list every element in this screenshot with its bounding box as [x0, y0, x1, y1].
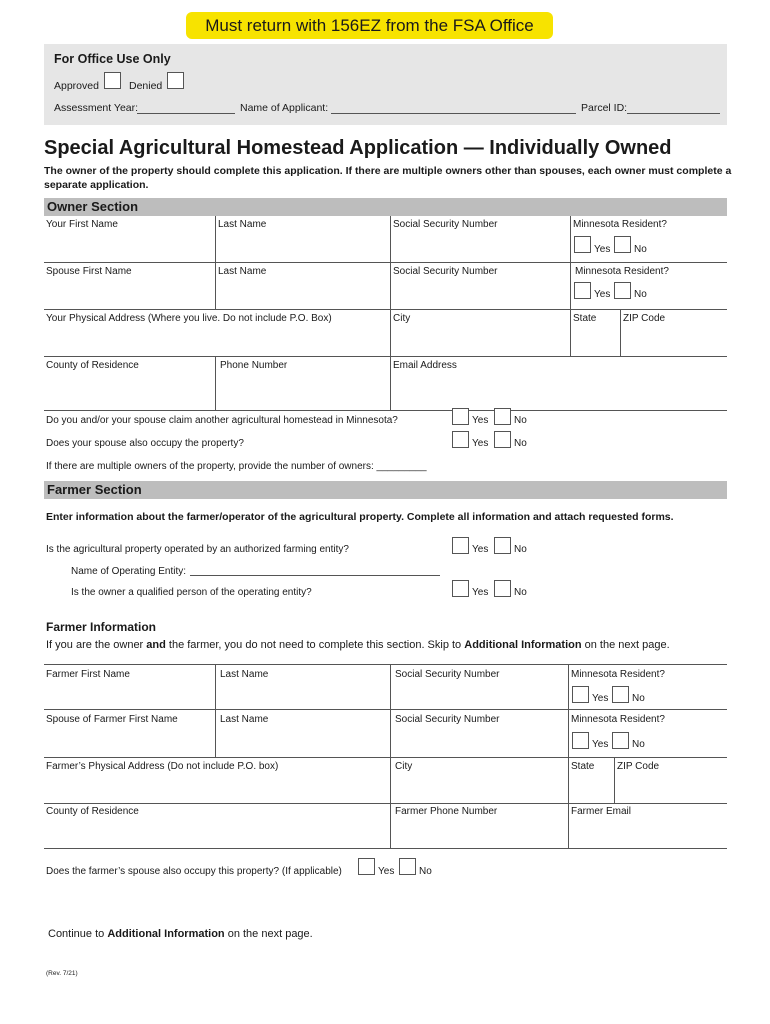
farmer-grid — [44, 664, 727, 849]
owner-address-field[interactable]: Your Physical Address (Where you live. Do not include P.O. Box) — [46, 313, 332, 324]
q-spouse-occupy-yes-checkbox[interactable] — [452, 431, 469, 448]
q-spouse-occupy: Does your spouse also occupy the property? — [46, 438, 244, 449]
office-use-title: For Office Use Only — [54, 52, 171, 66]
q-entity: Is the agricultural property operated by an authorized farming entity? — [46, 544, 349, 555]
farmer-city-field[interactable]: City — [395, 761, 413, 772]
owner-first-name-field[interactable]: Your First Name — [46, 219, 118, 230]
farmer-ssn-field[interactable]: Social Security Number — [395, 669, 500, 680]
q-other-homestead-yes-label: Yes — [472, 415, 489, 426]
owner-grid — [44, 216, 727, 411]
farmer-resident-no-label: No — [632, 693, 645, 704]
q-farmer-spouse-no-label: No — [419, 866, 432, 877]
q-qualified-yes-checkbox[interactable] — [452, 580, 469, 597]
q-farmer-spouse-no-checkbox[interactable] — [399, 858, 416, 875]
farmer-address-field[interactable]: Farmer’s Physical Address (Do not include P.O. box) — [46, 761, 279, 772]
farmer-last-name-field[interactable]: Last Name — [220, 669, 269, 680]
parcel-id-field[interactable] — [627, 113, 720, 114]
q-entity-yes-checkbox[interactable] — [452, 537, 469, 554]
owner-email-field[interactable]: Email Address — [393, 360, 457, 371]
farmer-spouse-resident-no-label: No — [632, 739, 645, 750]
spouse-last-name-field[interactable]: Last Name — [218, 266, 267, 277]
office-use-box — [44, 44, 727, 125]
assessment-year-field[interactable] — [137, 113, 235, 114]
intro-text: The owner of the property should complete this application. If there are multiple owners other than spouses, each owner must complete a separate application. — [44, 165, 732, 191]
name-applicant-label: Name of Applicant: — [240, 102, 329, 114]
q-spouse-occupy-yes-label: Yes — [472, 438, 489, 449]
q-farmer-spouse-yes-checkbox[interactable] — [358, 858, 375, 875]
farmer-phone-field[interactable]: Farmer Phone Number — [395, 806, 498, 817]
farmer-info-heading: Farmer Information — [46, 620, 157, 634]
farmer-county-field[interactable]: County of Residence — [46, 806, 139, 817]
owner-ssn-field[interactable]: Social Security Number — [393, 219, 498, 230]
farmer-section-heading: Farmer Section — [44, 481, 727, 499]
farmer-info-note: If you are the owner and the farmer, you do not need to complete this section. Skip to Additional Information on the next page. — [46, 639, 670, 651]
owner-county-field[interactable]: County of Residence — [46, 360, 139, 371]
entity-name-label: Name of Operating Entity: — [71, 566, 187, 577]
parcel-id-label: Parcel ID: — [581, 102, 628, 114]
q-farmer-spouse-yes-label: Yes — [378, 866, 395, 877]
owner-resident-yes-checkbox[interactable] — [574, 236, 591, 253]
owner-phone-field[interactable]: Phone Number — [220, 360, 288, 371]
farmer-first-name-field[interactable]: Farmer First Name — [46, 669, 130, 680]
entity-name-field[interactable] — [190, 575, 440, 576]
q-other-homestead: Do you and/or your spouse claim another agricultural homestead in Minnesota? — [46, 415, 398, 426]
owner-resident-yes-label: Yes — [594, 244, 611, 255]
spouse-first-name-field[interactable]: Spouse First Name — [46, 266, 132, 277]
farmer-state-field[interactable]: State — [571, 761, 595, 772]
owner-mn-resident-label: Minnesota Resident? — [573, 219, 667, 230]
q-entity-no-checkbox[interactable] — [494, 537, 511, 554]
name-applicant-field[interactable] — [331, 113, 576, 114]
continue-note: Continue to Additional Information on the next page. — [48, 928, 313, 940]
return-banner: Must return with 156EZ from the FSA Office — [186, 12, 553, 39]
farmer-resident-yes-label: Yes — [592, 693, 609, 704]
farmer-intro: Enter information about the farmer/operator of the agricultural property. Complete all information and attach requested forms. — [46, 511, 674, 523]
farmer-email-field[interactable]: Farmer Email — [571, 806, 632, 817]
spouse-resident-no-label: No — [634, 289, 647, 300]
owner-state-field[interactable]: State — [573, 313, 597, 324]
farmer-resident-yes-checkbox[interactable] — [572, 686, 589, 703]
q-other-homestead-yes-checkbox[interactable] — [452, 408, 469, 425]
page-title: Special Agricultural Homestead Application — Individually Owned — [44, 137, 672, 159]
farmer-spouse-resident-no-checkbox[interactable] — [612, 732, 629, 749]
q-qualified-yes-label: Yes — [472, 587, 489, 598]
q-qualified-no-checkbox[interactable] — [494, 580, 511, 597]
owner-resident-no-label: No — [634, 244, 647, 255]
approved-label: Approved — [54, 80, 99, 92]
q-qualified: Is the owner a qualified person of the operating entity? — [71, 587, 312, 598]
denied-label: Denied — [129, 80, 163, 92]
farmer-spouse-resident-yes-checkbox[interactable] — [572, 732, 589, 749]
farmer-spouse-ssn-field[interactable]: Social Security Number — [395, 714, 500, 725]
q-spouse-occupy-no-label: No — [514, 438, 527, 449]
farmer-spouse-mn-resident-label: Minnesota Resident? — [571, 714, 665, 725]
owner-city-field[interactable]: City — [393, 313, 411, 324]
owner-zip-field[interactable]: ZIP Code — [623, 313, 666, 324]
spouse-resident-yes-checkbox[interactable] — [574, 282, 591, 299]
q-other-homestead-no-label: No — [514, 415, 527, 426]
q-farmer-spouse-occupy: Does the farmer’s spouse also occupy this property? (If applicable) — [46, 866, 342, 877]
q-multiple-owners[interactable]: If there are multiple owners of the property, provide the number of owners: _________ — [46, 461, 427, 472]
q-entity-no-label: No — [514, 544, 527, 555]
q-other-homestead-no-checkbox[interactable] — [494, 408, 511, 425]
spouse-resident-yes-label: Yes — [594, 289, 611, 300]
assessment-year-label: Assessment Year: — [54, 102, 139, 114]
farmer-spouse-resident-yes-label: Yes — [592, 739, 609, 750]
farmer-spouse-last-name-field[interactable]: Last Name — [220, 714, 269, 725]
owner-last-name-field[interactable]: Last Name — [218, 219, 267, 230]
farmer-spouse-first-name-field[interactable]: Spouse of Farmer First Name — [46, 714, 178, 725]
farmer-zip-field[interactable]: ZIP Code — [617, 761, 660, 772]
revision-label: (Rev. 7/21) — [46, 970, 78, 977]
owner-resident-no-checkbox[interactable] — [614, 236, 631, 253]
q-entity-yes-label: Yes — [472, 544, 489, 555]
farmer-resident-no-checkbox[interactable] — [612, 686, 629, 703]
q-qualified-no-label: No — [514, 587, 527, 598]
owner-section-heading: Owner Section — [44, 198, 727, 216]
denied-checkbox[interactable] — [167, 72, 184, 89]
spouse-ssn-field[interactable]: Social Security Number — [393, 266, 498, 277]
farmer-mn-resident-label: Minnesota Resident? — [571, 669, 665, 680]
spouse-mn-resident-label: Minnesota Resident? — [575, 266, 669, 277]
approved-checkbox[interactable] — [104, 72, 121, 89]
spouse-resident-no-checkbox[interactable] — [614, 282, 631, 299]
q-spouse-occupy-no-checkbox[interactable] — [494, 431, 511, 448]
